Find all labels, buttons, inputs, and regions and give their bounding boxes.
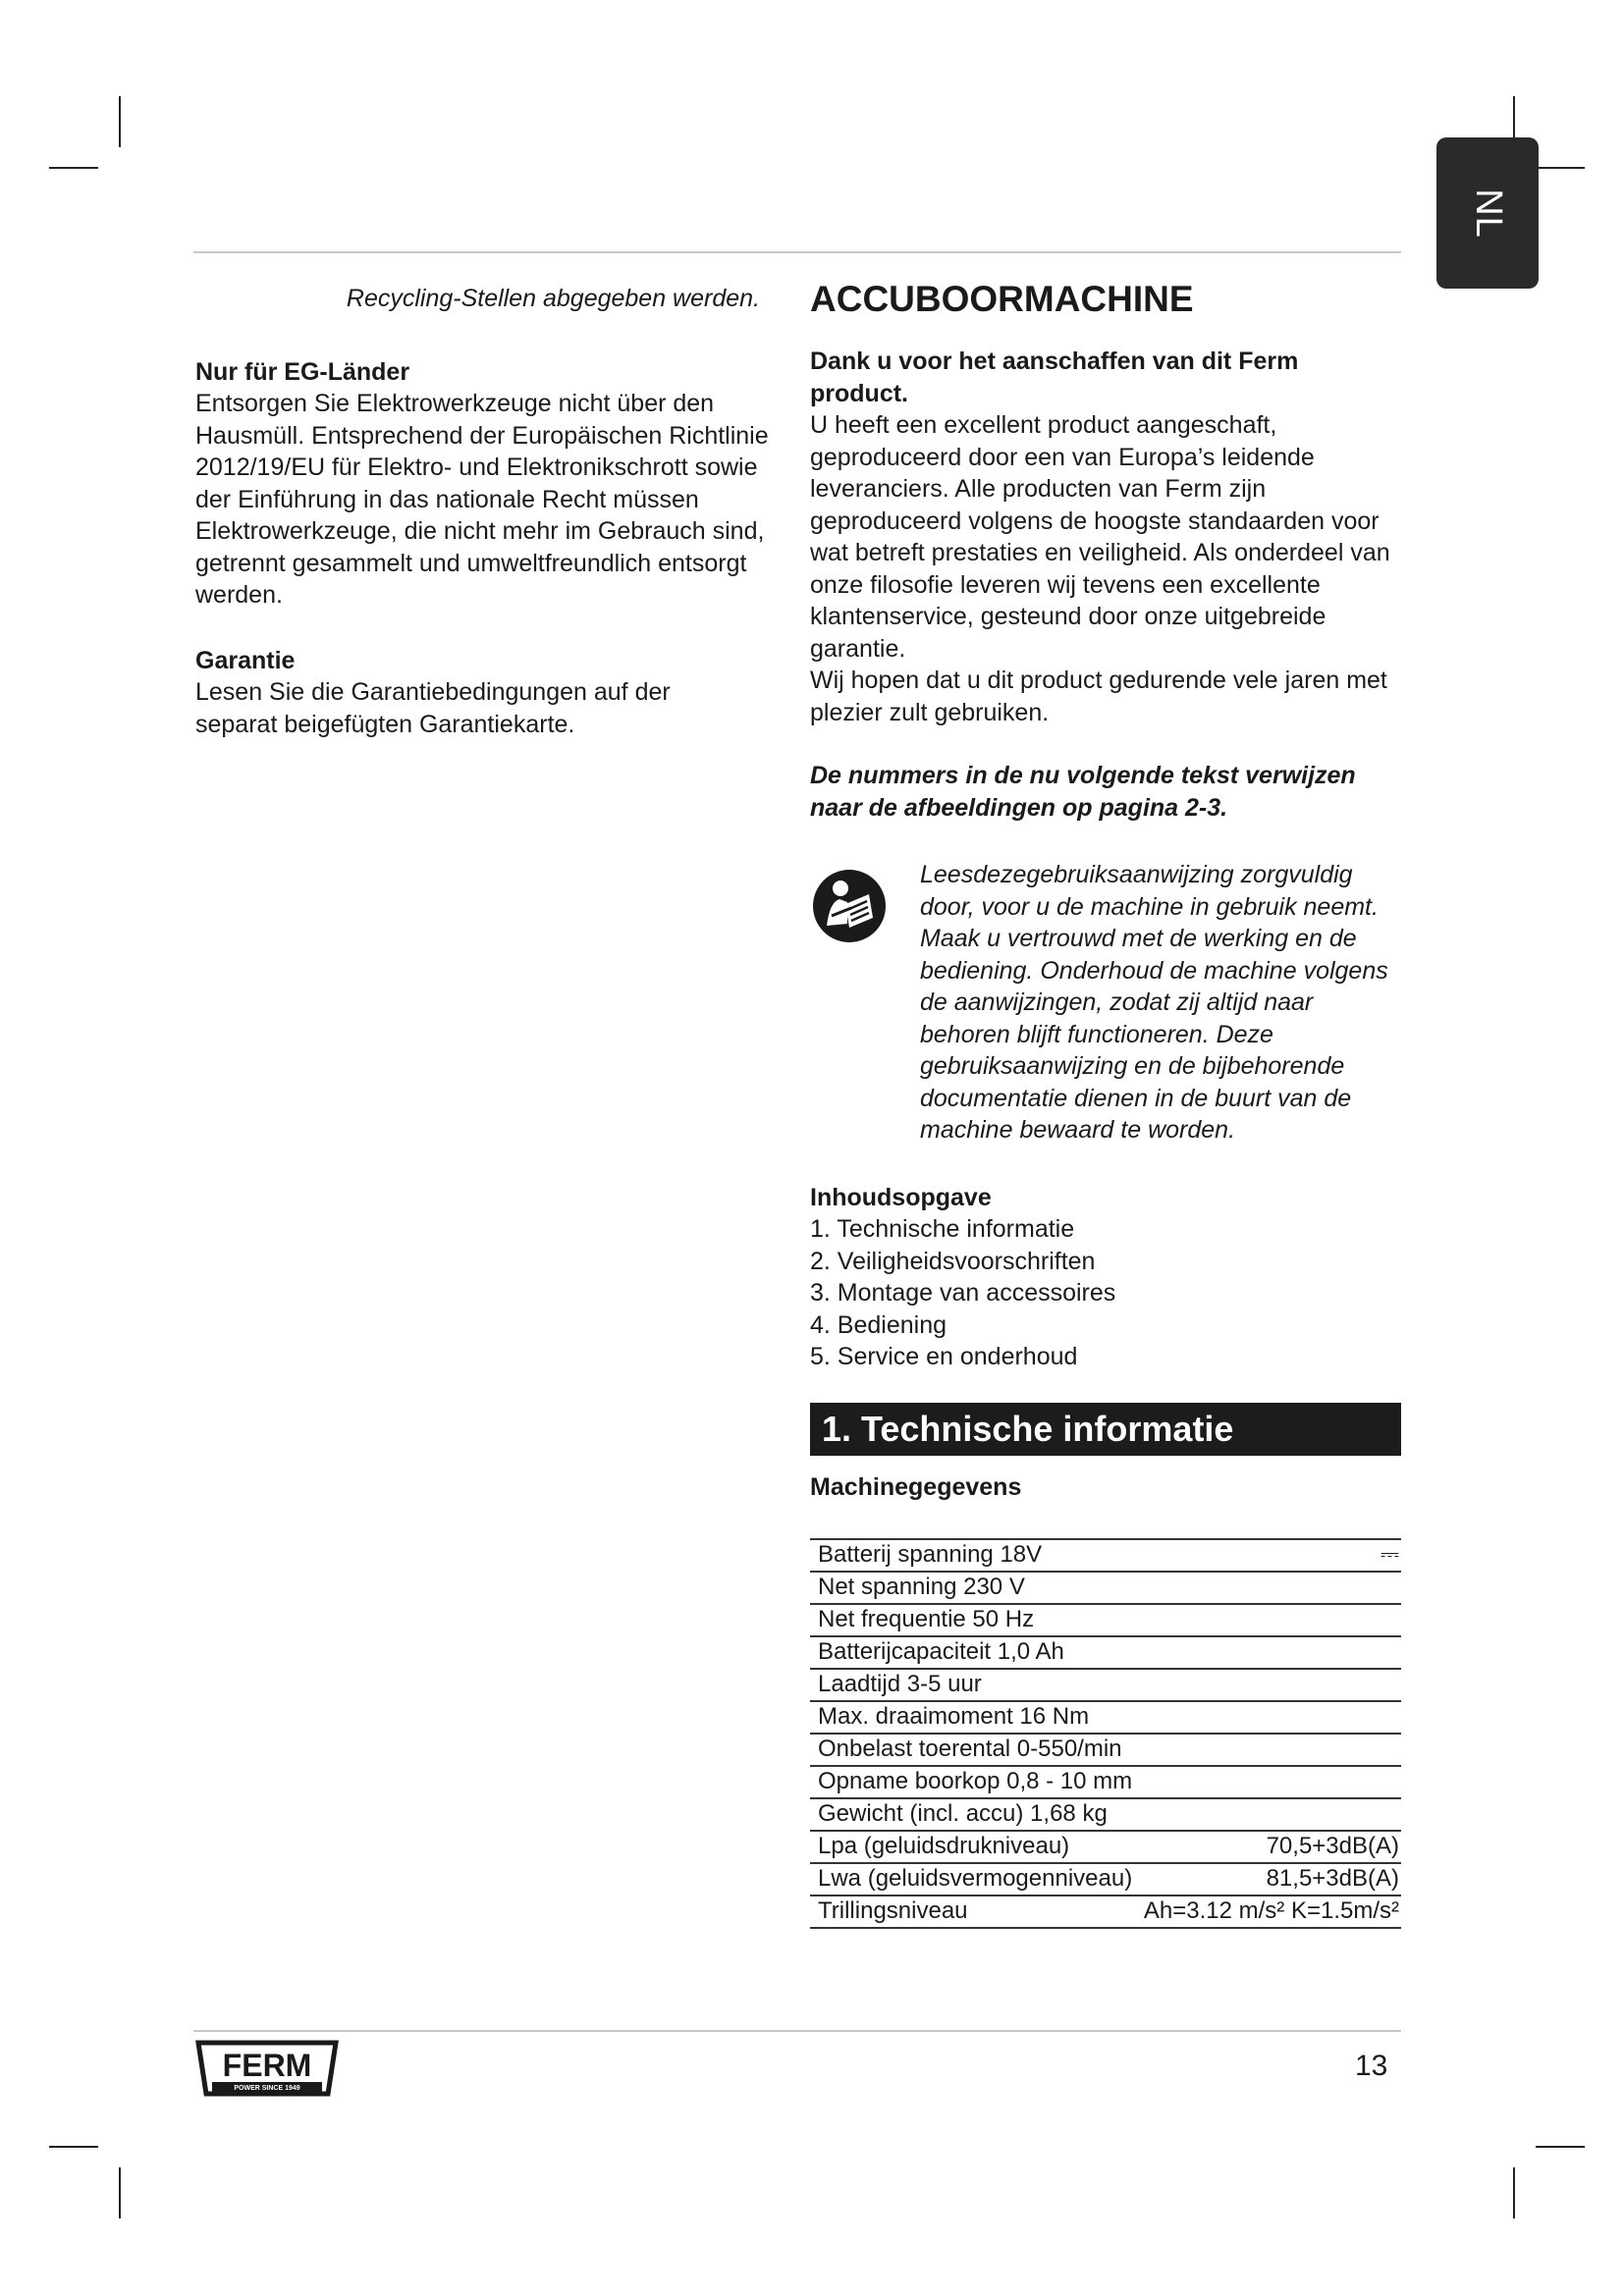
header-rule [193, 251, 1401, 253]
toc-item: 3. Montage van accessoires [810, 1279, 1116, 1307]
table-row [810, 1572, 1401, 1604]
eg-heading: Nur für EG-Länder [195, 357, 410, 386]
logo-tagline: POWER SINCE 1949 [234, 2085, 300, 2092]
garantie-heading: Garantie [195, 646, 296, 674]
spec-label: Onbelast toerental 0-550/min [810, 1734, 1134, 1766]
spec-value [1134, 1636, 1401, 1669]
table-row [810, 1896, 1401, 1928]
thanks-heading: Dank u voor het aanschaffen van dit Ferm product. [810, 347, 1299, 407]
spec-label: Batterijcapaciteit 1,0 Ah [810, 1636, 1134, 1669]
table-row [810, 1863, 1401, 1896]
crop-mark [1513, 2167, 1515, 2218]
table-row [810, 1669, 1401, 1701]
footer-rule [193, 2030, 1401, 2032]
table-row [810, 1798, 1401, 1831]
garantie-paragraph: Lesen Sie die Garantiebedingungen auf der separat beigefügten Garantiekarte. [195, 678, 671, 738]
section-heading-bar: 1. Technische informatie [810, 1403, 1401, 1456]
toc-item: 2. Veiligheidsvoorschriften [810, 1247, 1096, 1275]
spec-label: Gewicht (incl. accu) 1,68 kg [810, 1798, 1134, 1831]
spec-value [1134, 1669, 1401, 1701]
spec-value: Ah=3.12 m/s² K=1.5m/s² [1134, 1896, 1401, 1928]
toc-item: 4. Bediening [810, 1310, 947, 1339]
table-row [810, 1636, 1401, 1669]
crop-mark [119, 2167, 121, 2218]
spec-label: Batterij spanning 18V [810, 1539, 1134, 1572]
crop-mark [1536, 167, 1585, 169]
spec-value: 81,5+3dB(A) [1134, 1863, 1401, 1896]
spec-value: 70,5+3dB(A) [1134, 1831, 1401, 1863]
spec-label: Laadtijd 3-5 uur [810, 1669, 1134, 1701]
spec-label: Lpa (geluidsdrukniveau) [810, 1831, 1134, 1863]
table-row [810, 1831, 1401, 1863]
spec-label: Lwa (geluidsvermogenniveau) [810, 1863, 1134, 1896]
table-row [810, 1766, 1401, 1798]
table-row [810, 1734, 1401, 1766]
spec-value [1134, 1798, 1401, 1831]
crop-mark [49, 2146, 98, 2148]
spec-value [1134, 1572, 1401, 1604]
read-manual-notice [810, 859, 1401, 1147]
left-column [195, 283, 794, 740]
language-tab [1436, 137, 1539, 289]
spec-label: Trillingsniveau [810, 1896, 1134, 1928]
spec-value [1134, 1734, 1401, 1766]
eg-paragraph: Entsorgen Sie Elektrowerkzeuge nicht über den Hausmüll. Entsprechend der Europäischen Richtlinie 2012/19/EU für Elektro- und Elektronikschrott sowie der Einführung in das nationale Recht müssen Elektrowerkzeuge, die nicht mehr im Gebrauch sind, getrennt gesammelt und umweltfreundlich entsorgt werden. [195, 390, 769, 609]
page-number: 13 [1355, 2050, 1388, 2082]
page-title: ACCUBOORMACHINE [810, 279, 1194, 319]
crop-mark [119, 96, 121, 147]
toc-item: 1. Technische informatie [810, 1215, 1075, 1243]
right-column [810, 277, 1401, 1929]
spec-value [1134, 1701, 1401, 1734]
recycling-line: Recycling-Stellen abgegeben werden. [346, 285, 760, 312]
ferm-logo [194, 2039, 340, 2098]
intro-paragraph: U heeft een excellent product aangeschaft, geproduceerd door een van Europa’s leidende leveranciers. Alle producten van Ferm zijn geproduceerd volgens de hoogste standaarden voor wat betreft prestaties en veiligheid. Als onderdeel van onze filosofie leveren wij tevens een excellente klantenservice, gesteund door onze uitgebreide garantie. [810, 411, 1390, 663]
logo-brand: FERM [222, 2048, 312, 2083]
wish-paragraph: Wij hopen dat u dit product gedurende vele jaren met plezier zult gebruiken. [810, 667, 1387, 726]
spec-table [810, 1538, 1401, 1929]
dc-symbol: ⎓ [1134, 1539, 1401, 1572]
machine-data-heading: Machinegegevens [810, 1472, 1022, 1501]
read-manual-text: Leesdezegebruiksaanwijzing zorgvuldig door, voor u de machine in gebruik neemt. Maak u vertrouwd met de werking en de bediening. Onderhoud de machine volgens de aanwijzingen, zodat zij altijd naar behoren blijft functioneren. Deze gebruiksaanwijzing en de bijbehorende documentatie dienen in de buurt van de machine bewaard te worden. [920, 861, 1388, 1144]
spec-value [1134, 1766, 1401, 1798]
figure-reference-note: De nummers in de nu volgende tekst verwijzen naar de afbeeldingen op pagina 2-3. [810, 762, 1356, 822]
table-row [810, 1539, 1401, 1572]
crop-mark [1536, 2146, 1585, 2148]
table-of-contents [810, 1213, 1401, 1373]
toc-heading: Inhoudsopgave [810, 1183, 992, 1211]
spec-label: Max. draaimoment 16 Nm [810, 1701, 1134, 1734]
spec-value [1134, 1604, 1401, 1636]
spec-label: Net frequentie 50 Hz [810, 1604, 1134, 1636]
read-manual-icon [810, 867, 889, 945]
spec-label: Opname boorkop 0,8 - 10 mm [810, 1766, 1134, 1798]
toc-item: 5. Service en onderhoud [810, 1343, 1078, 1370]
table-row [810, 1701, 1401, 1734]
language-tab-label: NL [1467, 187, 1509, 239]
crop-mark [49, 167, 98, 169]
table-row [810, 1604, 1401, 1636]
spec-label: Net spanning 230 V [810, 1572, 1134, 1604]
